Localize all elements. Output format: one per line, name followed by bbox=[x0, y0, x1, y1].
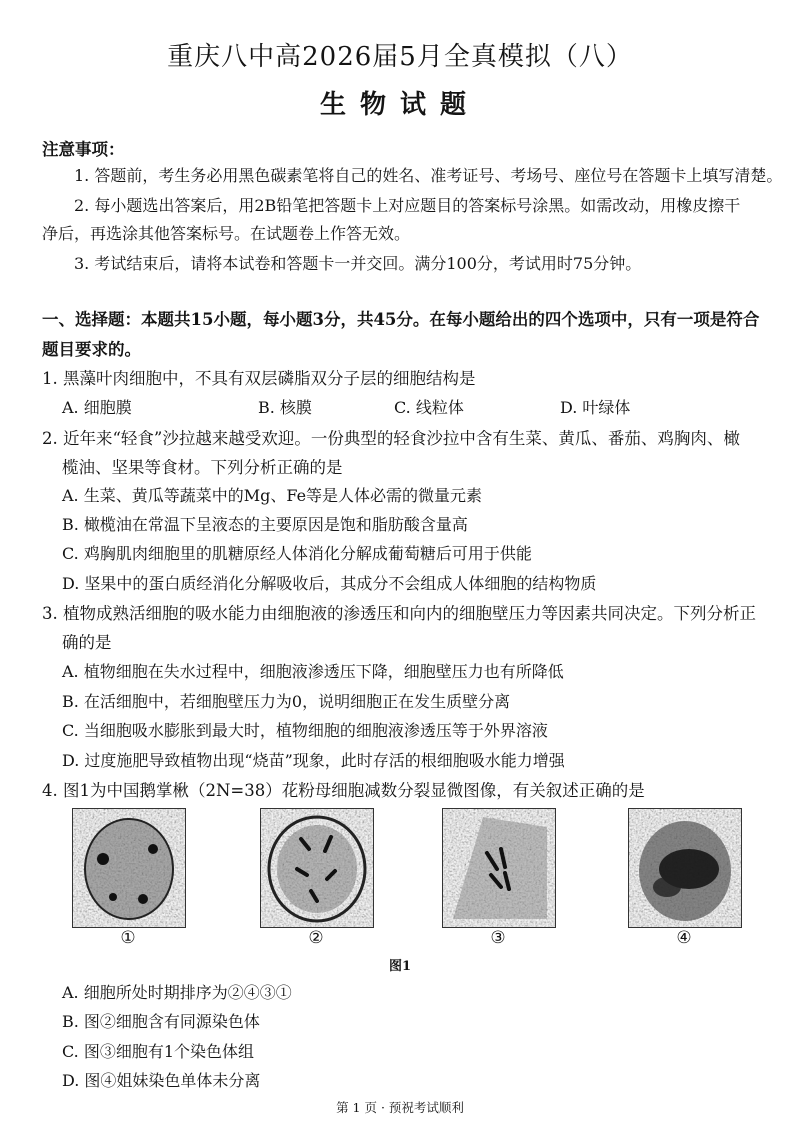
q2-stem-cont: 榄油、坚果等食材。下列分析正确的是 bbox=[62, 458, 343, 477]
notice-item-3: 3. 考试结束后，请将本试卷和答题卡一并交回。满分100分，考试用时75分钟。 bbox=[74, 254, 642, 273]
micrograph-1-image bbox=[72, 808, 186, 928]
section-heading: 一、选择题：本题共15小题，每小题3分，共45分。在每小题给出的四个选项中，只有一项是符合 bbox=[42, 310, 760, 329]
q3-option-a: A. 植物细胞在失水过程中，细胞液渗透压下降，细胞壁压力也有所降低 bbox=[62, 662, 564, 681]
q2-stem: 2. 近年来“轻食”沙拉越来越受欢迎。一份典型的轻食沙拉中含有生菜、黄瓜、番茄、鸡胸肉、橄 bbox=[42, 429, 740, 448]
q3-stem-cont: 确的是 bbox=[62, 633, 112, 652]
q1-option-c: C. 线粒体 bbox=[394, 398, 464, 417]
q3-option-b: B. 在活细胞中，若细胞壁压力为0，说明细胞正在发生质壁分离 bbox=[62, 692, 511, 711]
q1-option-a: A. 细胞膜 bbox=[62, 398, 132, 417]
q2-option-c: C. 鸡胸肌肉细胞里的肌糖原经人体消化分解成葡萄糖后可用于供能 bbox=[62, 544, 532, 563]
notice-heading: 注意事项： bbox=[42, 140, 125, 159]
figure-caption: 图1 bbox=[388, 959, 412, 974]
q4-option-d: D. 图④姐妹染色单体未分离 bbox=[62, 1071, 261, 1090]
micrograph-label-3: ③ bbox=[490, 928, 506, 948]
q2-option-d: D. 坚果中的蛋白质经消化分解吸收后，其成分不会组成人体细胞的结构物质 bbox=[62, 574, 597, 593]
q2-option-b: B. 橄榄油在常温下呈液态的主要原因是饱和脂肪酸含量高 bbox=[62, 515, 468, 534]
section-heading-cont: 题目要求的。 bbox=[42, 340, 141, 359]
page-footer: 第 1 页 · 预祝考试顺利 bbox=[336, 1100, 464, 1115]
q3-option-d: D. 过度施肥导致植物出现“烧苗”现象，此时存活的根细胞吸水能力增强 bbox=[62, 751, 565, 770]
q3-option-c: C. 当细胞吸水膨胀到最大时，植物细胞的细胞液渗透压等于外界溶液 bbox=[62, 721, 548, 740]
exam-title: 重庆八中高2026届5月全真模拟（八） bbox=[167, 42, 633, 72]
q1-option-b: B. 核膜 bbox=[258, 398, 312, 417]
micrograph-label-1: ① bbox=[120, 928, 136, 948]
q4-option-a: A. 细胞所处时期排序为②④③① bbox=[62, 983, 292, 1002]
q4-option-b: B. 图②细胞含有同源染色体 bbox=[62, 1012, 260, 1031]
q2-option-a: A. 生菜、黄瓜等蔬菜中的Mg、Fe等是人体必需的微量元素 bbox=[62, 486, 483, 505]
exam-subject: 生物试题 bbox=[319, 90, 480, 120]
notice-item-2-cont: 净后，再选涂其他答案标号。在试题卷上作答无效。 bbox=[42, 224, 411, 243]
q4-option-c: C. 图③细胞有1个染色体组 bbox=[62, 1042, 255, 1061]
micrograph-4-image bbox=[628, 808, 742, 928]
micrograph-2-image bbox=[260, 808, 374, 928]
q1-option-d: D. 叶绿体 bbox=[560, 398, 631, 417]
micrograph-label-2: ② bbox=[308, 928, 324, 948]
notice-item-1: 1. 答题前，考生务必用黑色碳素笔将自己的姓名、准考证号、考场号、座位号在答题卡上填写清楚。 bbox=[74, 166, 783, 185]
q1-stem: 1. 黑藻叶肉细胞中，不具有双层磷脂双分子层的细胞结构是 bbox=[42, 369, 476, 388]
micrograph-label-4: ④ bbox=[676, 928, 692, 948]
micrograph-3-image bbox=[442, 808, 556, 928]
notice-item-2: 2. 每小题选出答案后，用2B铅笔把答题卡上对应题目的答案标号涂黑。如需改动，用橡皮擦干 bbox=[74, 196, 741, 215]
q3-stem: 3. 植物成熟活细胞的吸水能力由细胞液的渗透压和向内的细胞壁压力等因素共同决定。下列分析正 bbox=[42, 604, 756, 623]
q4-stem: 4. 图1为中国鹅掌楸（2N=38）花粉母细胞减数分裂显微图像，有关叙述正确的是 bbox=[42, 781, 645, 800]
